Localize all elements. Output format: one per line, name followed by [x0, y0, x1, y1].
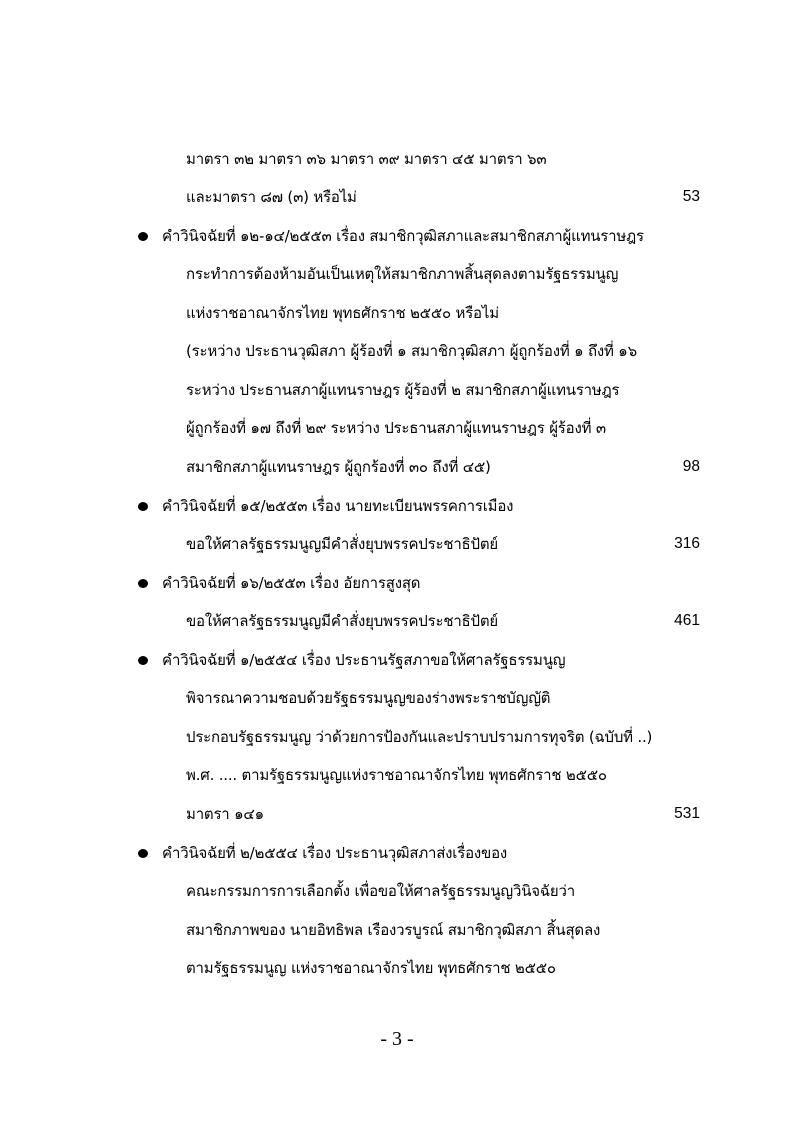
toc-line-text: พิจารณาความชอบด้วยรัฐธรรมนูญของร่างพระราชบัญญัติ — [186, 689, 551, 707]
toc-line-text: มาตรา ๓๒ มาตรา ๓๖ มาตรา ๓๙ มาตรา ๔๕ มาตรา ๖๓ — [186, 150, 547, 168]
toc-line-text: มาตรา ๑๔๑ — [186, 805, 264, 823]
page-number: 53 — [682, 188, 700, 205]
toc-line — [0, 413, 794, 443]
toc-line-text: ขอให้ศาลรัฐธรรมนูญมีคำสั่งยุบพรรคประชาธิปัตย์ — [186, 612, 498, 630]
bullet-icon — [138, 579, 148, 588]
toc-line — [0, 259, 794, 289]
toc-line-text: (ระหว่าง ประธานวุฒิสภา ผู้ร้องที่ ๑ สมาชิกวุฒิสภา ผู้ถูกร้องที่ ๑ ถึงที่ ๑๖ — [186, 342, 637, 360]
toc-entry-heading — [0, 221, 794, 251]
page-number: 98 — [682, 458, 700, 475]
toc-line-text: พ.ศ. .... ตามรัฐธรรมนูญแห่งราชอาณาจักรไทย พุทธศักราช ๒๕๕๐ — [186, 766, 607, 784]
toc-line — [0, 182, 794, 212]
toc-line-text: ประกอบรัฐธรรมนูญ ว่าด้วยการป้องกันและปราบปรามการทุจริต (ฉบับที่ ..) — [186, 728, 653, 746]
page-number: 531 — [674, 805, 700, 822]
toc-line — [0, 722, 794, 752]
bullet-icon — [138, 656, 148, 665]
toc-line-text: คำวินิจฉัยที่ ๑๖/๒๕๕๓ เรื่อง อัยการสูงสุด — [162, 574, 421, 592]
toc-line-text: สมาชิกสภาผู้แทนราษฎร ผู้ถูกร้องที่ ๓๐ ถึงที่ ๔๕) — [186, 458, 491, 476]
toc-line — [0, 144, 794, 174]
toc-line — [0, 529, 794, 559]
toc-line-text: ขอให้ศาลรัฐธรรมนูญมีคำสั่งยุบพรรคประชาธิปัตย์ — [186, 535, 498, 553]
toc-line-text: กระทำการต้องห้ามอันเป็นเหตุให้สมาชิกภาพสิ้นสุดลงตามรัฐธรรมนูญ — [186, 265, 619, 283]
bullet-icon — [138, 232, 148, 241]
toc-line — [0, 606, 794, 636]
page-number: 461 — [674, 612, 700, 629]
toc-line-text: แห่งราชอาณาจักรไทย พุทธศักราช ๒๕๕๐ หรือไม่ — [186, 304, 499, 322]
toc-entry-heading — [0, 838, 794, 868]
toc-entry-heading — [0, 645, 794, 675]
toc-line-text: ตามรัฐธรรมนูญ แห่งราชอาณาจักรไทย พุทธศักราช ๒๕๕๐ — [186, 959, 556, 977]
bullet-icon — [138, 502, 148, 511]
toc-line — [0, 375, 794, 405]
toc-line — [0, 953, 794, 983]
toc-line-text: ระหว่าง ประธานสภาผู้แทนราษฎร ผู้ร้องที่ ๒ สมาชิกสภาผู้แทนราษฎร — [186, 381, 620, 399]
page-footer-number: - 3 - — [380, 1028, 414, 1050]
toc-line — [0, 760, 794, 790]
bullet-icon — [138, 849, 148, 858]
page-number: 316 — [674, 535, 700, 552]
toc-entry-heading — [0, 568, 794, 598]
toc-line — [0, 452, 794, 482]
toc-line — [0, 298, 794, 328]
toc-line-text: ผู้ถูกร้องที่ ๑๗ ถึงที่ ๒๙ ระหว่าง ประธานสภาผู้แทนราษฎร ผู้ร้องที่ ๓ — [186, 419, 606, 437]
toc-line — [0, 336, 794, 366]
toc-line-text: คณะกรรมการการเลือกตั้ง เพื่อขอให้ศาลรัฐธรรมนูญวินิจฉัยว่า — [186, 882, 575, 900]
toc-line — [0, 799, 794, 829]
toc-line-text: สมาชิกภาพของ นายอิทธิพล เรืองวรบูรณ์ สมาชิกวุฒิสภา สิ้นสุดลง — [186, 921, 601, 939]
toc-line-text: และมาตรา ๘๗ (๓) หรือไม่ — [186, 188, 357, 206]
toc-line — [0, 876, 794, 906]
toc-line-text: คำวินิจฉัยที่ ๑๕/๒๕๕๓ เรื่อง นายทะเบียนพรรคการเมือง — [162, 497, 514, 515]
toc-line-text: คำวินิจฉัยที่ ๑๒-๑๔/๒๕๕๓ เรื่อง สมาชิกวุฒิสภาและสมาชิกสภาผู้แทนราษฎร — [162, 227, 644, 245]
toc-line-text: คำวินิจฉัยที่ ๑/๒๕๕๔ เรื่อง ประธานรัฐสภาขอให้ศาลรัฐธรรมนูญ — [162, 651, 566, 669]
toc-line — [0, 915, 794, 945]
toc-entry-heading — [0, 491, 794, 521]
toc-line-text: คำวินิจฉัยที่ ๒/๒๕๕๔ เรื่อง ประธานวุฒิสภาส่งเรื่องของ — [162, 844, 508, 862]
toc-line — [0, 683, 794, 713]
